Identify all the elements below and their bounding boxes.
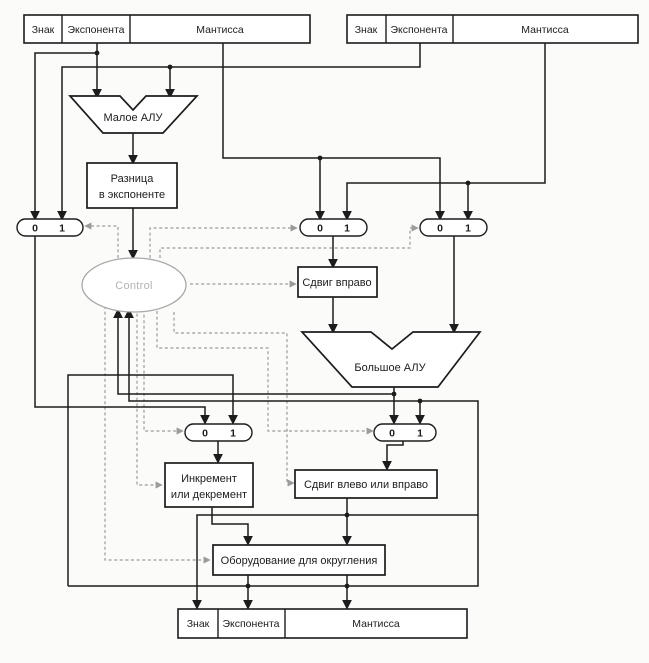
mantissa-cell-label: Мантисса	[521, 24, 569, 36]
control-label: Control	[115, 280, 153, 292]
junction-dot	[168, 65, 173, 70]
shift-left-right-box	[295, 470, 437, 498]
exponent-difference-box	[87, 163, 177, 208]
control-wire-to-shift-left-right	[174, 312, 289, 483]
sign-cell-label: Знак	[31, 24, 55, 36]
mux-input1-label: 1	[417, 427, 423, 440]
big-alu-shape	[302, 332, 480, 387]
control-wire-to-mux-mantissa-b	[160, 228, 413, 258]
sign-cell-label: Знак	[186, 618, 210, 630]
small-alu-label: Малое АЛУ	[103, 112, 163, 124]
wire-increment-to-rounding	[212, 507, 248, 538]
register-operand-a	[24, 15, 310, 43]
mux-input0-label: 0	[202, 427, 208, 440]
rounding-hardware-box	[213, 545, 385, 575]
mantissa-cell-label: Мантисса	[196, 24, 244, 36]
mux-shape	[185, 424, 252, 441]
rounding-hardware-label: Оборудование для округления	[220, 555, 378, 567]
junction-dot	[345, 513, 350, 518]
register-result	[178, 609, 467, 638]
exponent-difference-label-line2: в экспоненте	[98, 189, 166, 201]
increment-decrement-label-line1: Инкремент	[181, 473, 237, 485]
junction-dot	[95, 51, 100, 56]
mux-mantissa-a	[300, 219, 367, 236]
mux-input0-label: 0	[32, 222, 38, 235]
sign-cell-label: Знак	[354, 24, 378, 36]
exponent-difference-shape	[87, 163, 177, 208]
register-box	[178, 609, 467, 638]
mux-increment-select	[185, 424, 252, 441]
exponent-cell-label: Экспонента	[67, 24, 125, 36]
shift-left-right-label: Сдвиг влево или вправо	[303, 479, 429, 491]
mux-shape	[300, 219, 367, 236]
mux-exponent-select	[17, 219, 83, 236]
big-alu	[302, 332, 480, 387]
increment-decrement-box	[165, 463, 253, 507]
register-operand-b	[347, 15, 638, 43]
mux-shape	[420, 219, 487, 236]
mux-input1-label: 1	[230, 427, 236, 440]
exponent-difference-label-line1: Разница	[110, 173, 154, 185]
junction-dot	[418, 399, 423, 404]
mux-input1-label: 1	[59, 222, 65, 235]
junction-dot	[392, 392, 397, 397]
exponent-cell-label: Экспонента	[390, 24, 448, 36]
shift-right-box	[298, 267, 377, 297]
junction-dot	[466, 181, 471, 186]
control-unit	[82, 258, 186, 312]
big-alu-label: Большое АЛУ	[354, 362, 426, 374]
wire-mux4-to-shift-left-right	[387, 441, 403, 463]
mux-normalize-select	[374, 424, 436, 441]
mux-shape	[374, 424, 436, 441]
small-alu	[70, 96, 197, 133]
exponent-cell-label: Экспонента	[222, 618, 280, 630]
junction-dot	[318, 156, 323, 161]
mux-input1-label: 1	[344, 222, 350, 235]
mux-mantissa-b	[420, 219, 487, 236]
control-wire-to-increment-decrement	[137, 308, 157, 485]
control-wire-to-mux-mantissa-a	[150, 228, 292, 258]
control-wire-to-mux-exponent	[90, 226, 118, 258]
mux-shape	[17, 219, 83, 236]
mux-input0-label: 0	[389, 427, 395, 440]
junction-dot	[345, 584, 350, 589]
mux-input0-label: 0	[437, 222, 443, 235]
shift-right-label: Сдвиг вправо	[302, 277, 372, 289]
mantissa-cell-label: Мантисса	[352, 618, 400, 630]
mux-input0-label: 0	[317, 222, 323, 235]
wire-mantissa-a-to-mux3	[223, 43, 440, 213]
mux-input1-label: 1	[465, 222, 471, 235]
wire-mantissa-b-to-mux2	[347, 43, 545, 213]
increment-decrement-label-line2: или декремент	[170, 489, 248, 501]
junction-dot	[246, 584, 251, 589]
control-wire-to-mux-increment	[144, 309, 178, 431]
